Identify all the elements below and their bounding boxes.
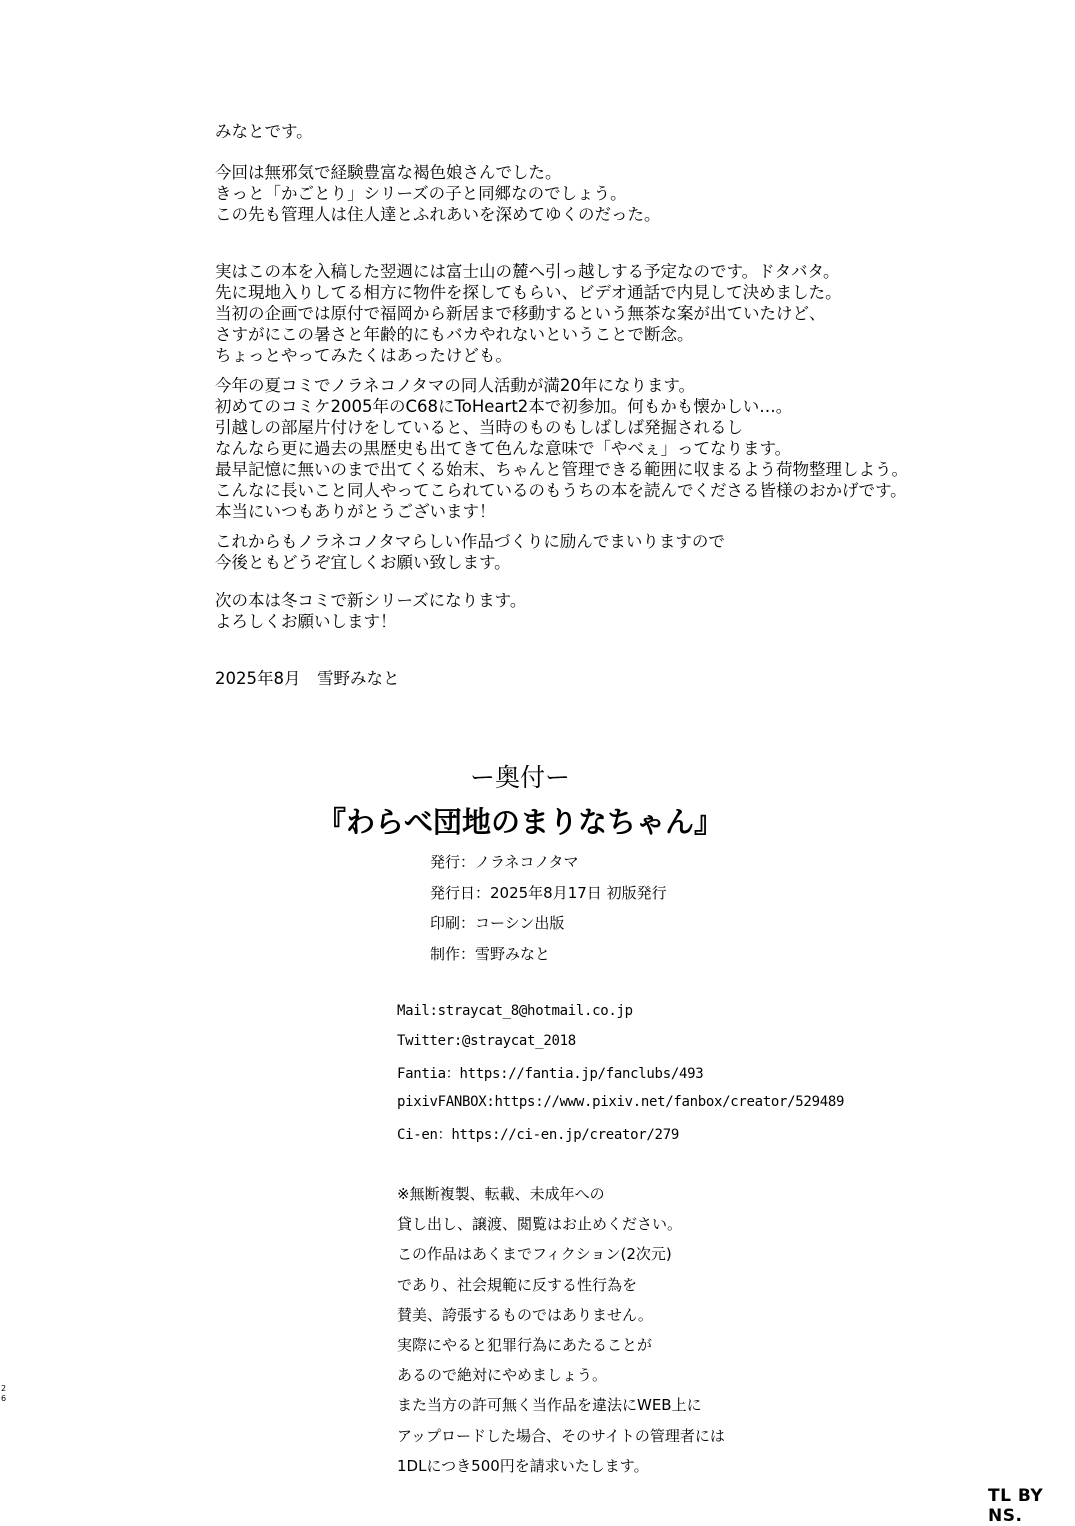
- translator-credit: TL BY NS.: [988, 1486, 1044, 1526]
- notice-line: あるので絶対にやめましょう。: [397, 1366, 608, 1385]
- notice-line: 貸し出し、譲渡、閲覧はお止めください。: [397, 1215, 683, 1234]
- copyright-notice: [397, 1183, 725, 1485]
- afterword-paragraph: [215, 375, 908, 522]
- info-author: 制作：雪野みなと: [430, 944, 551, 963]
- afterword-paragraph: [215, 590, 526, 632]
- notice-line: この作品はあくまでフィクション(2次元): [397, 1245, 672, 1264]
- afterword-line: なんなら更に過去の黒歴史も出てきて色んな意味で「やべぇ」ってなります。: [215, 439, 792, 458]
- colophon-heading: ー奥付ー: [469, 763, 570, 792]
- info-printer: 印刷：コーシン出版: [430, 914, 565, 932]
- afterword-line: 当初の企画では原付で福岡から新居まで移動するという無茶な案が出ていたけど、: [215, 304, 826, 323]
- afterword-line: 先に現地入りしてる相方に物件を探してもらい、ビデオ通話で内見して決めました。: [215, 283, 842, 302]
- notice-line: アップロードした場合、そのサイトの管理者には: [397, 1426, 725, 1445]
- contact-mail: Mail:straycat_8@hotmail.co.jp: [397, 1003, 633, 1019]
- afterword-line: 引越しの部屋片付けをしていると、当時のものもしばしば発掘されるし: [215, 418, 743, 437]
- afterword-paragraph: [215, 121, 313, 142]
- afterword-paragraph: [215, 668, 400, 689]
- afterword-line: ちょっとやってみたくはあったけども。: [215, 346, 512, 365]
- afterword-line: 実はこの本を入稿した翌週には富士山の麓へ引っ越しする予定なのです。ドタバタ。: [215, 262, 840, 281]
- contact-fanbox: pixivFANBOX:https://www.pixiv.net/fanbox/creator/529489: [397, 1093, 845, 1110]
- afterword-line: 今後ともどうぞ宜しくお願い致します。: [215, 553, 511, 572]
- afterword-line: きっと「かごとり」シリーズの子と同郷なのでしょう。: [215, 184, 627, 203]
- notice-line: ※無断複製、転載、未成年への: [397, 1185, 605, 1203]
- notice-line: 1DLにつき500円を請求いたします。: [397, 1456, 649, 1475]
- afterword-line: 今回は無邪気で経験豊富な褐色娘さんでした。: [215, 163, 562, 182]
- afterword-line: 2025年8月 雪野みなと: [215, 669, 400, 688]
- contact-cien: Ci-en：https://ci-en.jp/creator/279: [397, 1126, 679, 1143]
- afterword-paragraph: [215, 261, 842, 366]
- notice-line: また当方の許可無く当作品を違法にWEB上に: [397, 1396, 702, 1415]
- info-publisher: 発行：ノラネコノタマ: [430, 853, 579, 871]
- contact-twitter: Twitter:@straycat_2018: [397, 1033, 576, 1050]
- afterword-line: 最早記憶に無いのまで出てくる始末、ちゃんと管理できる範囲に収まるよう荷物整理しよう。: [215, 460, 908, 479]
- afterword-line: こんなに長いこと同人やってこられているのもうちの本を読んでくださる皆様のおかげです。: [215, 481, 907, 500]
- afterword-line: よろしくお願いします！: [215, 612, 397, 631]
- contact-fantia: Fantia：https://fantia.jp/fanclubs/493: [397, 1066, 704, 1083]
- page-number: 26: [1, 1384, 7, 1403]
- afterword-line: この先も管理人は住人達とふれあいを深めてゆくのだった。: [215, 205, 661, 224]
- info-date: 発行日：2025年8月17日 初版発行: [430, 883, 667, 902]
- afterword-line: これからもノラネコノタマらしい作品づくりに励んでまいりますので: [215, 532, 725, 551]
- afterword-line: 本当にいつもありがとうございます！: [215, 502, 496, 521]
- afterword-paragraph: [215, 162, 661, 225]
- notice-line: であり、社会規範に反する性行為を: [397, 1275, 638, 1294]
- contact-list: [397, 1003, 844, 1154]
- notice-line: 実際にやると犯罪行為にあたることが: [397, 1335, 653, 1354]
- afterword-line: 今年の夏コミでノラネコノタマの同人活動が満20年になります。: [215, 376, 696, 395]
- notice-line: 賛美、誇張するものではありません。: [397, 1305, 653, 1324]
- afterword-line: 初めてのコミケ2005年のC68にToHeart2本で初参加。何もかも懐かしい…。: [215, 397, 793, 416]
- afterword-line: みなとです。: [215, 122, 313, 141]
- afterword-line: 次の本は冬コミで新シリーズになります。: [215, 591, 527, 610]
- afterword-line: さすがにこの暑さと年齢的にもバカやれないということで断念。: [215, 325, 694, 344]
- book-title: 『わらべ団地のまりなちゃん』: [316, 805, 723, 839]
- afterword-paragraph: [215, 531, 725, 573]
- publication-info: [430, 851, 667, 973]
